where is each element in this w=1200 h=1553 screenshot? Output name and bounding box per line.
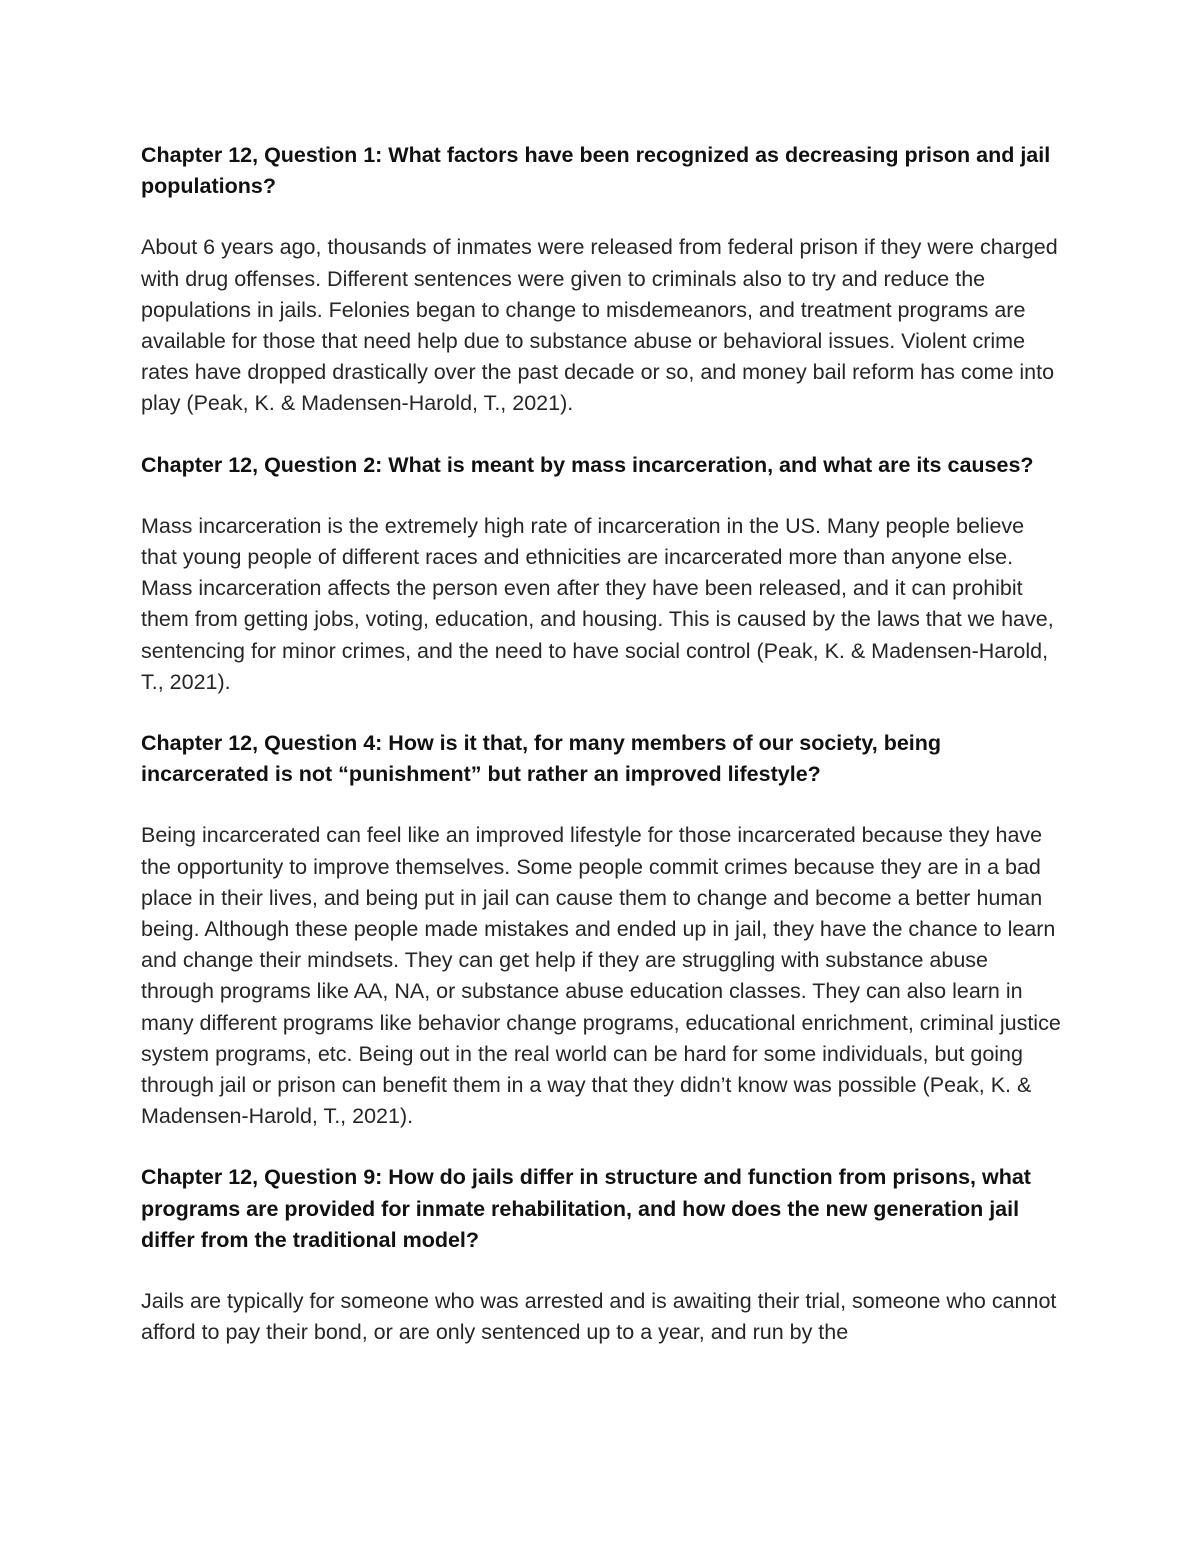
answer-paragraph: Jails are typically for someone who was arrested and is awaiting their trial, someone who cannot afford to pay their bond, or are only sentenced up to a year, and run by the bbox=[141, 1289, 1057, 1345]
question-heading: Chapter 12, Question 2: What is meant by mass incarceration, and what are its causes? bbox=[141, 452, 1034, 477]
answer-paragraph: About 6 years ago, thousands of inmates were released from federal prison if they were charged with drug offenses. Different sentences were given to criminals also to try and reduce the populations in jails. Felonies began to change to misdemeanors, and treatment programs are available for those that need help due to substance abuse or behavioral issues. Violent crime rates have dropped drastically over the past decade or so, and money bail reform has come into play (Peak, K. & Madensen-Harold, T., 2021). bbox=[141, 235, 1058, 416]
answer-paragraph: Being incarcerated can feel like an improved lifestyle for those incarcerated because they have the opportunity to improve themselves. Some people commit crimes because they are in a bad place in their lives, and being put in jail can cause them to change and become a better human being. Although these people made mistakes and ended up in jail, they have the chance to learn and change their mindsets. They can get help if they are struggling with substance abuse through programs like AA, NA, or substance abuse education classes. They can also learn in many different programs like behavior change programs, educational enrichment, criminal justice system programs, etc. Being out in the real world can be hard for some individuals, but going through jail or prison can benefit them in a way that they didn’t know was possible (Peak, K. & Madensen-Harold, T., 2021). bbox=[141, 823, 1061, 1129]
document-body bbox=[141, 140, 1061, 1379]
answer-paragraph: Mass incarceration is the extremely high rate of incarceration in the US. Many people believe that young people of different races and ethnicities are incarcerated more than anyone else. Mass incarceration affects the person even after they have been released, and it can prohibit them from getting jobs, voting, education, and housing. This is caused by the laws that we have, sentencing for minor crimes, and the need to have social control (Peak, K. & Madensen-Harold, T., 2021). bbox=[141, 513, 1054, 694]
question-heading: Chapter 12, Question 4: How is it that, for many members of our society, being incarcerated is not “punishment” but rather an improved lifestyle? bbox=[141, 731, 942, 787]
question-heading: Chapter 12, Question 1: What factors have been recognized as decreasing prison and jail populations? bbox=[141, 143, 1051, 199]
question-heading: Chapter 12, Question 9: How do jails differ in structure and function from prisons, what programs are provided for inmate rehabilitation, and how does the new generation jail differ from the traditional model? bbox=[141, 1165, 1031, 1252]
